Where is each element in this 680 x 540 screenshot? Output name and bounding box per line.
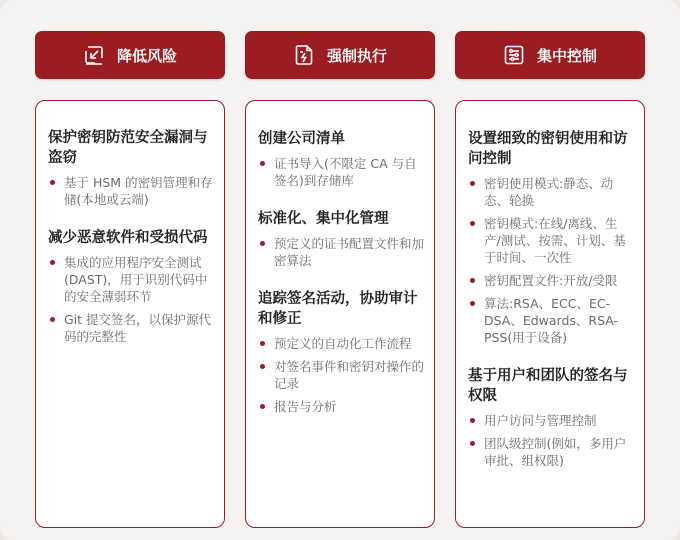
section bbox=[258, 289, 424, 415]
list-item: 用户访问与管理控制 bbox=[468, 412, 634, 429]
section-title: 标准化、集中化管理 bbox=[258, 211, 389, 227]
header-central-control bbox=[455, 31, 645, 79]
section bbox=[468, 366, 634, 469]
section bbox=[258, 129, 424, 189]
list-item: 对签名事件和密钥对操作的记录 bbox=[258, 358, 424, 392]
section-title: 追踪签名活动，协助审计和修正 bbox=[258, 291, 418, 327]
section bbox=[48, 128, 214, 208]
header-enforce bbox=[245, 31, 435, 79]
section-title: 减少恶意软件和受损代码 bbox=[48, 230, 208, 246]
header-title: 集中控制 bbox=[536, 46, 597, 65]
list-item: 报告与分析 bbox=[258, 398, 424, 415]
control-panel-icon bbox=[503, 44, 525, 66]
section bbox=[468, 129, 634, 346]
card-reduce-risk bbox=[35, 100, 225, 528]
header-reduce-risk bbox=[35, 31, 225, 79]
list-item: Git 提交签名，以保护源代码的完整性 bbox=[48, 311, 214, 345]
arrow-down-left-box-icon bbox=[83, 44, 105, 66]
card-enforce bbox=[245, 100, 435, 528]
section-title: 创建公司清单 bbox=[258, 131, 345, 147]
list-item: 证书导入(不限定 CA 与自签名)到存储库 bbox=[258, 155, 424, 189]
section bbox=[48, 228, 214, 345]
header-title: 降低风险 bbox=[116, 46, 177, 65]
list-item: 算法:RSA、ECC、EC-DSA、Edwards、RSA-PSS(用于设备) bbox=[468, 295, 634, 346]
section bbox=[258, 209, 424, 269]
header-title: 强制执行 bbox=[326, 46, 387, 65]
list-item: 基于 HSM 的密钥管理和存储(本地或云端) bbox=[48, 174, 214, 208]
section-title: 设置细致的密钥使用和访问控制 bbox=[468, 131, 628, 167]
list-item: 团队级控制(例如，多用户审批、组权限) bbox=[468, 435, 634, 469]
section-title: 基于用户和团队的签名与权限 bbox=[468, 368, 628, 404]
list-item: 集成的应用程序安全测试(DAST)，用于识别代码中的安全薄弱环节 bbox=[48, 254, 214, 305]
document-lightning-icon bbox=[293, 44, 315, 66]
list-item: 预定义的自动化工作流程 bbox=[258, 335, 424, 352]
section-title: 保护密钥防范安全漏洞与盗窃 bbox=[48, 130, 208, 166]
list-item: 密钥配置文件:开放/受限 bbox=[468, 272, 634, 289]
list-item: 预定义的证书配置文件和加密算法 bbox=[258, 235, 424, 269]
card-central-control bbox=[455, 100, 645, 528]
list-item: 密钥模式:在线/离线、生产/测试、按需、计划、基于时间、一次性 bbox=[468, 215, 634, 266]
list-item: 密钥使用模式:静态、动态、轮换 bbox=[468, 175, 634, 209]
